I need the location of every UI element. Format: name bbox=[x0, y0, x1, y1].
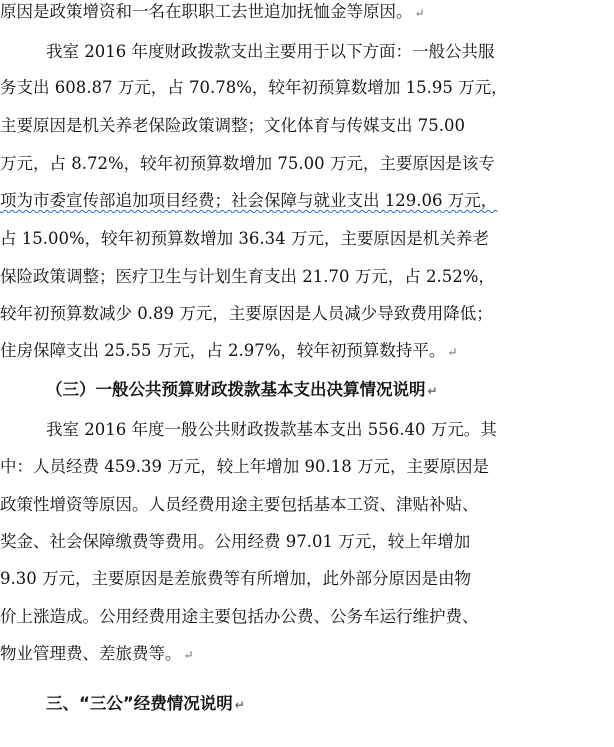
text-line: 物业管理费、差旅费等。 ↵ bbox=[0, 644, 194, 663]
paragraph-mark-icon: ↵ bbox=[183, 648, 194, 662]
text-line: 万元，占 8.72%，较年初预算数增加 75.00 万元，主要原因是该专 bbox=[0, 154, 495, 173]
text-line: 政策性增资等原因。人员经费用途主要包括基本工资、津贴补贴、 bbox=[0, 495, 479, 514]
section-heading: （三）一般公共预算财政拨款基本支出决算情况说明 ↵ bbox=[46, 380, 438, 399]
text-line: 较年初预算数减少 0.89 万元，主要原因是人员减少导致费用降低； bbox=[0, 304, 493, 323]
text-line: 原因是政策增资和一名在职职工去世追加抚恤金等原因。 ↵ bbox=[0, 2, 425, 21]
text-line: 项为市委宣传部追加项目经费；社会保障与就业支出 129.06 万元， bbox=[0, 191, 498, 210]
paragraph-mark-icon: ↵ bbox=[447, 345, 458, 359]
text-line: 中：人员经费 459.39 万元，较上年增加 90.18 万元，主要原因是 bbox=[0, 457, 489, 476]
text-line: 我室 2016 年度一般公共财政拨款基本支出 556.40 万元。其 bbox=[46, 420, 497, 439]
paragraph-mark-icon: ↵ bbox=[427, 384, 438, 398]
text-line: 主要原因是机关养老保险政策调整；文化体育与传媒支出 75.00 bbox=[0, 116, 465, 135]
paragraph-mark-icon: ↵ bbox=[234, 698, 245, 712]
text-line: 务支出 608.87 万元，占 70.78%，较年初预算数增加 15.95 万元， bbox=[0, 78, 508, 97]
text-line: 住房保障支出 25.55 万元，占 2.97%，较年初预算数持平。 ↵ bbox=[0, 341, 458, 360]
text-line: 我室 2016 年度财政拨款支出主要用于以下方面：一般公共服 bbox=[46, 42, 495, 61]
section-heading: 三、“三公”经费情况说明 ↵ bbox=[46, 694, 245, 713]
paragraph-mark-icon: ↵ bbox=[414, 6, 425, 20]
text-line: 奖金、社会保障缴费等费用。公用经费 97.01 万元，较上年增加 bbox=[0, 532, 471, 551]
text-line: 9.30 万元，主要原因是差旅费等有所增加，此外部分原因是由物 bbox=[0, 569, 471, 588]
text-line: 保险政策调整；医疗卫生与计划生育支出 21.70 万元，占 2.52%， bbox=[0, 267, 495, 286]
text-line: 价上涨造成。公用经费用途主要包括办公费、公务车运行维护费、 bbox=[0, 607, 479, 626]
text-line: 占 15.00%，较年初预算数增加 36.34 万元，主要原因是机关养老 bbox=[0, 229, 489, 248]
